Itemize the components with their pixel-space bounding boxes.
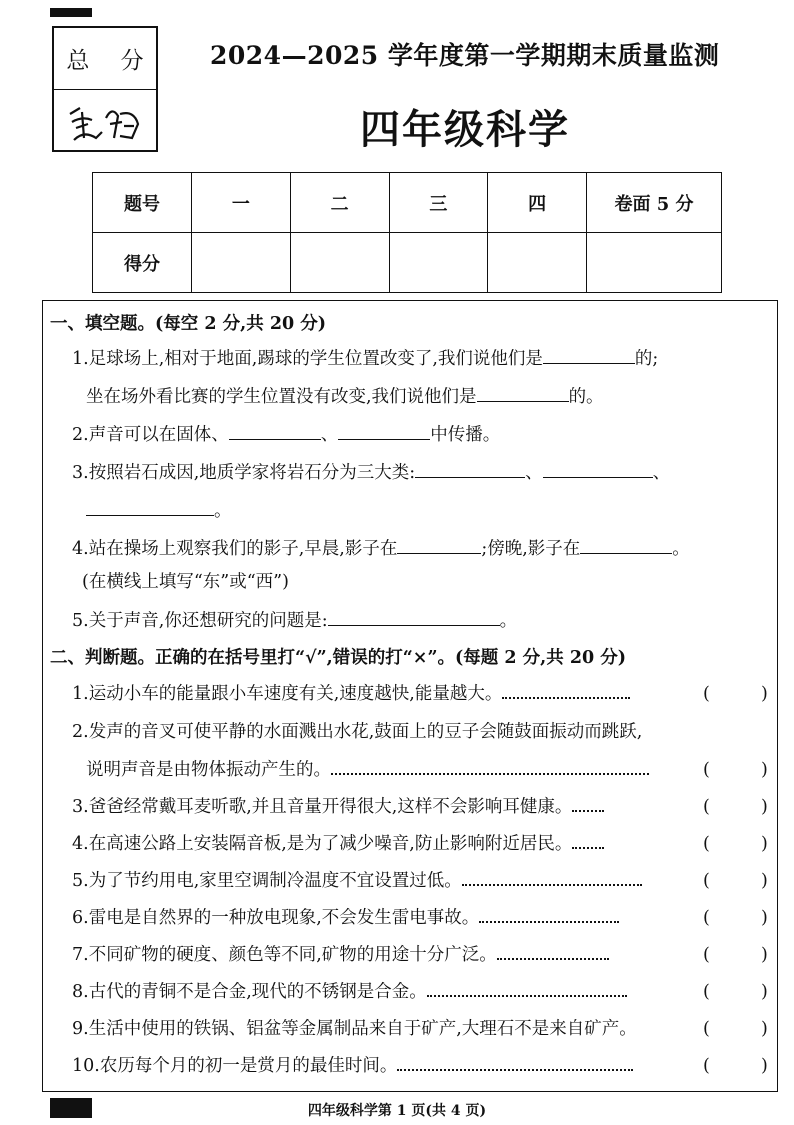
bracket-close: ) bbox=[761, 684, 768, 704]
question-text: 坐在场外看比赛的学生位置没有改变,我们说他们是 bbox=[86, 387, 477, 407]
leader-dots bbox=[462, 872, 642, 886]
total-score-label: 总 分 bbox=[54, 28, 156, 90]
bracket-open: ( bbox=[703, 871, 710, 891]
question-3b bbox=[86, 498, 232, 523]
judge-question-7 bbox=[72, 943, 609, 967]
bracket-close: ) bbox=[761, 908, 768, 928]
bracket-open: ( bbox=[703, 982, 710, 1002]
question-text: 、 bbox=[525, 463, 543, 483]
registration-mark-top bbox=[50, 8, 92, 17]
question-4 bbox=[72, 536, 690, 561]
judge-question-9: 9.生活中使用的铁锅、铝盆等金属制品来自于矿产,大理石不是来自矿产。 bbox=[72, 1019, 637, 1039]
bracket-close: ) bbox=[761, 871, 768, 891]
leader-dots bbox=[572, 835, 604, 849]
bracket-open: ( bbox=[703, 760, 710, 780]
question-text: 1.足球场上,相对于地面,踢球的学生位置改变了,我们说他们是 bbox=[72, 349, 543, 369]
bracket-open: ( bbox=[703, 908, 710, 928]
bracket-close: ) bbox=[761, 797, 768, 817]
leader-dots bbox=[331, 761, 649, 775]
question-2 bbox=[72, 422, 500, 447]
score-cell[interactable] bbox=[488, 233, 587, 293]
section2-title: 二、判断题。正确的在括号里打“√”,错误的打“×”。(每题 2 分,共 20 分) bbox=[50, 648, 627, 668]
question-text: 。 bbox=[214, 501, 232, 521]
question-text: 8.古代的青铜不是合金,现代的不锈钢是合金。 bbox=[72, 982, 427, 1002]
question-text: ;傍晚,影子在 bbox=[481, 539, 581, 559]
leader-dots bbox=[497, 946, 609, 960]
section1-title: 一、填空题。(每空 2 分,共 20 分) bbox=[50, 314, 327, 334]
bracket-close: ) bbox=[761, 945, 768, 965]
answer-blank[interactable] bbox=[543, 346, 635, 364]
score-header-cell: 题号 bbox=[93, 173, 192, 233]
question-text: 10.农历每个月的初一是赏月的最佳时间。 bbox=[72, 1056, 398, 1076]
bracket-open: ( bbox=[703, 1019, 710, 1039]
exam-title: 2024—2025 学年度第一学期期末质量监测 bbox=[210, 41, 720, 70]
leader-dots bbox=[397, 1057, 633, 1071]
question-text: 的; bbox=[634, 349, 659, 369]
page-footer: 四年级科学第 1 页(共 4 页) bbox=[307, 1103, 487, 1119]
answer-blank[interactable] bbox=[328, 608, 500, 626]
judge-question-2a: 2.发声的音叉可使平静的水面溅出水花,鼓面上的豆子会随鼓面振动而跳跃, bbox=[72, 722, 643, 742]
answer-blank[interactable] bbox=[86, 498, 214, 516]
question-text: 7.不同矿物的硬度、颜色等不同,矿物的用途十分广泛。 bbox=[72, 945, 497, 965]
bracket-close: ) bbox=[761, 834, 768, 854]
question-text: 。 bbox=[672, 539, 690, 559]
judge-question-1 bbox=[72, 682, 630, 706]
bracket-close: ) bbox=[761, 1056, 768, 1076]
question-3 bbox=[72, 460, 670, 485]
question-text: 说明声音是由物体振动产生的。 bbox=[86, 760, 331, 780]
bracket-open: ( bbox=[703, 1056, 710, 1076]
score-cell[interactable] bbox=[389, 233, 488, 293]
bracket-open: ( bbox=[703, 797, 710, 817]
answer-blank[interactable] bbox=[397, 536, 481, 554]
answer-blank[interactable] bbox=[543, 460, 653, 478]
judge-question-6 bbox=[72, 906, 619, 930]
bracket-open: ( bbox=[703, 945, 710, 965]
leader-dots bbox=[572, 798, 604, 812]
judge-question-5 bbox=[72, 869, 642, 893]
question-5 bbox=[72, 608, 517, 633]
score-header-cell: 一 bbox=[192, 173, 291, 233]
question-text: 4.在高速公路上安装隔音板,是为了减少噪音,防止影响附近居民。 bbox=[72, 834, 573, 854]
question-1a bbox=[72, 346, 658, 371]
question-text: 中传播。 bbox=[430, 425, 501, 445]
question-text: 5.为了节约用电,家里空调制冷温度不宜设置过低。 bbox=[72, 871, 462, 891]
judge-question-3 bbox=[72, 795, 604, 819]
judge-question-4 bbox=[72, 832, 604, 856]
question-text: 2.声音可以在固体、 bbox=[72, 425, 229, 445]
score-table-header-row bbox=[93, 173, 722, 233]
answer-blank[interactable] bbox=[477, 384, 569, 402]
bracket-close: ) bbox=[761, 760, 768, 780]
answer-blank[interactable] bbox=[338, 422, 430, 440]
question-text: 5.关于声音,你还想研究的问题是: bbox=[72, 611, 328, 631]
question-text: 、 bbox=[320, 425, 339, 445]
score-header-cell: 三 bbox=[389, 173, 488, 233]
judge-question-8 bbox=[72, 980, 627, 1004]
leader-dots bbox=[427, 983, 627, 997]
judge-question-2b bbox=[86, 758, 649, 782]
bracket-close: ) bbox=[761, 982, 768, 1002]
answer-blank[interactable] bbox=[580, 536, 672, 554]
leader-dots bbox=[479, 909, 619, 923]
question-1b bbox=[86, 384, 604, 409]
judge-question-10 bbox=[72, 1054, 633, 1078]
question-text: 1.运动小车的能量跟小车速度有关,速度越快,能量越大。 bbox=[72, 684, 503, 704]
score-cell[interactable] bbox=[587, 233, 722, 293]
leader-dots bbox=[502, 685, 630, 699]
handwritten-signature bbox=[62, 94, 152, 150]
score-table-score-row bbox=[93, 233, 722, 293]
question-4-note: (在横线上填写“东”或“西”) bbox=[82, 572, 289, 592]
question-text: 3.按照岩石成因,地质学家将岩石分为三大类: bbox=[72, 463, 416, 483]
question-text: 。 bbox=[499, 611, 518, 631]
total-score-box bbox=[52, 26, 158, 152]
score-header-cell: 二 bbox=[290, 173, 389, 233]
question-text: 3.爸爸经常戴耳麦听歌,并且音量开得很大,这样不会影响耳健康。 bbox=[72, 797, 573, 817]
question-text: 、 bbox=[652, 463, 671, 483]
score-header-cell: 四 bbox=[488, 173, 587, 233]
bracket-close: ) bbox=[761, 1019, 768, 1039]
bracket-open: ( bbox=[703, 684, 710, 704]
answer-blank[interactable] bbox=[415, 460, 525, 478]
question-text: 的。 bbox=[568, 387, 604, 407]
score-table bbox=[92, 172, 722, 293]
score-cell[interactable] bbox=[290, 233, 389, 293]
subject-title: 四年级科学 bbox=[360, 106, 570, 153]
question-text: 4.站在操场上观察我们的影子,早晨,影子在 bbox=[72, 539, 398, 559]
answer-blank[interactable] bbox=[229, 422, 321, 440]
score-header-cell: 卷面 5 分 bbox=[587, 173, 722, 233]
question-text: 6.雷电是自然界的一种放电现象,不会发生雷电事故。 bbox=[72, 908, 480, 928]
score-cell[interactable] bbox=[192, 233, 291, 293]
score-row-label: 得分 bbox=[93, 233, 192, 293]
bracket-open: ( bbox=[703, 834, 710, 854]
